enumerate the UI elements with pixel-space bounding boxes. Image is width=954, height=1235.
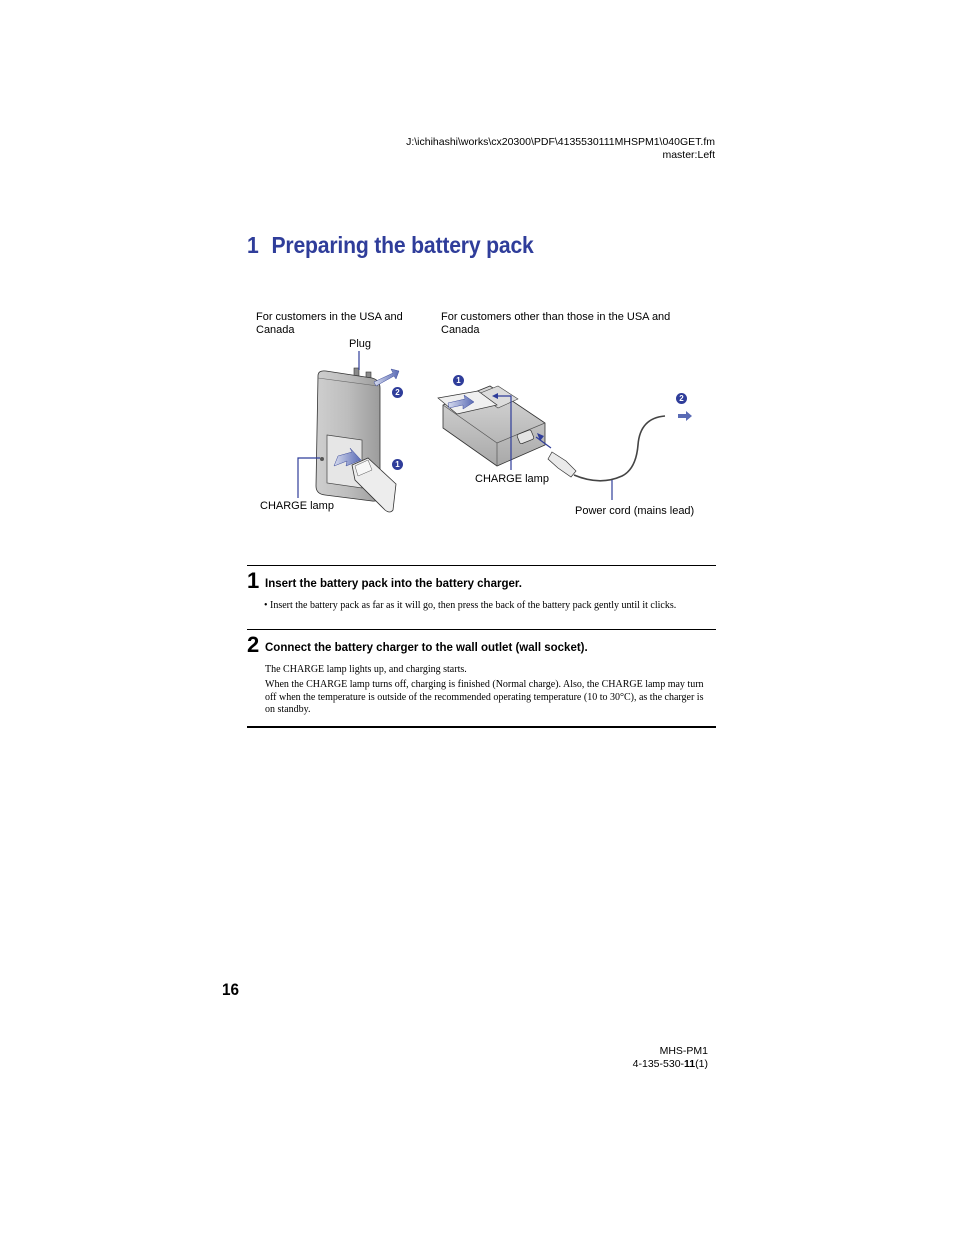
step-2-para-1: The CHARGE lamp lights up, and charging starts. [265, 664, 467, 675]
step-2-heading: Connect the battery charger to the wall outlet (wall socket). [265, 642, 588, 654]
marker-2-left: 2 [392, 387, 403, 398]
master-label: master:Left [662, 149, 715, 161]
section-title: Preparing the battery pack [271, 232, 534, 258]
caption-other-regions: For customers other than those in the USA and Canada [441, 311, 671, 336]
cord-plug [548, 452, 576, 477]
marker-1-left: 1 [392, 459, 403, 470]
step-2-para-2: When the CHARGE lamp turns off, charging is finished (Normal charge). Also, the CHARGE lamp may turn off when the temperature is outside of the recommended operating temperature (10 to 30°C), as the charger is on standby. [265, 679, 704, 715]
section-end-rule [247, 726, 716, 728]
step-1-bullet: • Insert the battery pack as far as it will go, then press the back of the battery pack gently until it clicks. [264, 600, 677, 611]
cord-arrow [678, 411, 692, 421]
step-1-rule [247, 565, 716, 566]
step-2-rule [247, 629, 716, 630]
charge-lamp-label-right: CHARGE lamp [475, 473, 549, 485]
section-number: 1 [247, 232, 259, 258]
footer-model: MHS-PM1 [659, 1045, 708, 1057]
footer-code-suffix: (1) [695, 1058, 708, 1070]
plug-arrow [374, 369, 399, 386]
marker-1-right: 1 [453, 375, 464, 386]
intl-charger-drawing [438, 386, 692, 500]
plug-label: Plug [349, 338, 372, 350]
power-cord [574, 416, 665, 481]
footer-code-bold: 11 [684, 1058, 696, 1070]
page-number: 16 [222, 980, 240, 999]
step-2-number: 2 [247, 632, 260, 657]
footer-code [633, 1058, 708, 1071]
charge-lamp-label-left: CHARGE lamp [260, 500, 334, 512]
step-1-number: 1 [247, 568, 260, 593]
caption-usa-canada: For customers in the USA and Canada [256, 311, 403, 336]
step-1-heading: Insert the battery pack into the battery charger. [265, 578, 522, 590]
usa-charger-drawing [298, 351, 399, 512]
power-cord-label: Power cord (mains lead) [575, 505, 695, 517]
footer-code-prefix: 4-135-530- [632, 1058, 685, 1070]
marker-2-right: 2 [676, 393, 687, 404]
file-path: J:\ichihashi\works\cx20300\PDF\4135530111MHSPM1\040GET.fm [406, 136, 715, 148]
charge-lamp-left-indicator [320, 457, 324, 461]
